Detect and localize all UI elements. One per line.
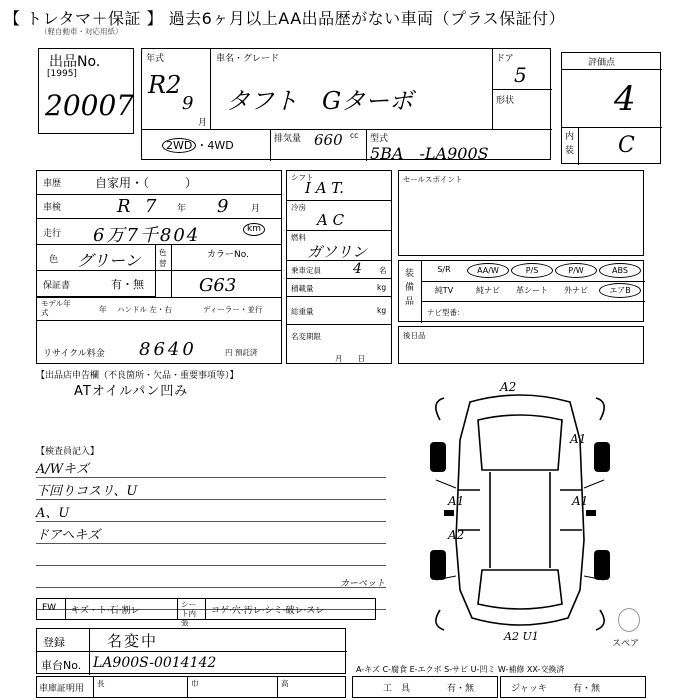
mark-right-door: A1 [572, 494, 589, 508]
later-items-label: 後日品 [403, 331, 426, 340]
equipment-option: 純TV [434, 286, 454, 295]
year-col: 年 [99, 305, 107, 314]
recycle-label: リサイクル料金 [43, 349, 105, 359]
mileage-unit: km [243, 223, 265, 236]
inspection-year-unit: 年 [177, 204, 187, 214]
warranty-value: 有・無 [111, 278, 144, 291]
shift-label: シフト [291, 173, 314, 182]
banner: 【 トレタマ＋保証 】 過去6ヶ月以上AA出品歴がない車両（プラス保証付） [4, 9, 566, 28]
mileage-label: 走行 [43, 229, 62, 239]
month-unit: 月 [198, 118, 208, 128]
spare-label: スペア [612, 639, 640, 649]
interior-value: C [618, 133, 635, 158]
seller-notes-label: 【出品店申告欄（不良箇所・欠品・重要事項等）】 [36, 371, 239, 381]
mark-carpet: カーペット [340, 579, 386, 589]
mark-left-rear: A2 [448, 528, 465, 542]
inspector-line-1: A/Wキズ [36, 462, 89, 477]
door-label: ドア [496, 54, 514, 64]
door-value: 5 [514, 63, 527, 87]
seat-label: シート内張 [181, 600, 196, 627]
history-value: 自家用・（ ） [95, 176, 198, 190]
dealer-type: ディーラー・並行 [203, 305, 263, 314]
inspector-label: 【検査員記入】 [36, 447, 100, 457]
lot-number: 20007 [45, 89, 135, 122]
lot-box [38, 48, 134, 134]
top-note: （軽自動車・対応用紙） [40, 27, 123, 36]
color-no-label: カラーNo. [207, 250, 249, 260]
inspection-month-unit: 月 [251, 204, 261, 214]
model-year-label: モデル年式 [41, 299, 71, 317]
fuel-value: ガソリン [307, 243, 368, 261]
recycle-value: 8640 [139, 339, 197, 360]
gross-unit: kg [377, 306, 387, 315]
fuel-label: 燃料 [291, 233, 306, 242]
equipment-box [398, 260, 644, 322]
equipment-option: AA/W [467, 263, 509, 278]
shift-value: I A T. [305, 179, 344, 197]
drive-type [162, 137, 234, 153]
spare-tire-icon [618, 608, 640, 632]
nav-model-label: ナビ型番： [427, 308, 465, 317]
chassis-label: 車台No. [41, 659, 82, 672]
name-change-label: 名変期限 [291, 332, 321, 341]
history-table [36, 170, 282, 364]
jack-value: 有・無 [573, 684, 601, 694]
gross-label: 総重量 [291, 307, 314, 316]
garage-cert-row [36, 676, 346, 698]
exterior-defects: キズ・ト·石·割レ [71, 606, 140, 616]
damage-code-legend: A-キズ C-腐食 E-エクボ S-サビ U-凹ミ W-補修 XX-交換済 [356, 665, 565, 674]
inspector-lines [36, 456, 386, 610]
cert-width: 巾 [191, 679, 199, 688]
load-unit: kg [377, 283, 387, 292]
later-items-box [398, 326, 644, 364]
inspection-month: 9 [217, 196, 229, 217]
year-value: R2 [148, 71, 182, 99]
name-change-unit: 月 日 [335, 354, 365, 363]
color-no-value: G63 [199, 275, 237, 296]
lot-label: 出品No. [49, 54, 101, 70]
inspection-year: 7 [145, 196, 157, 217]
registration-box [36, 628, 346, 674]
month-value: 9 [182, 93, 194, 114]
defect-legend-bar [36, 598, 376, 627]
inspector-line-3: A、U [36, 506, 70, 521]
capacity-unit: 名 [379, 266, 387, 275]
tools-value: 有・無 [447, 684, 475, 694]
year-label: 年式 [146, 54, 165, 64]
garage-cert-label: 車庫証明用 [39, 684, 85, 694]
rating-label: 評価点 [588, 58, 616, 68]
equipment-option: P/W [555, 263, 597, 278]
ac-value: A C [317, 211, 345, 229]
interior-label: 内装 [565, 132, 575, 156]
inspection-label: 車検 [43, 203, 62, 213]
inspector-line-2: 下回りコスリ、U [36, 484, 138, 499]
registration-label: 登録 [43, 636, 65, 649]
displacement-value: 660 [314, 131, 343, 149]
jack-label: ジャッキ [511, 684, 547, 694]
inspection-era: R [117, 196, 131, 217]
history-label: 車歴 [43, 179, 62, 189]
displacement-unit: cc [350, 131, 359, 140]
equipment-option: 純ナビ [476, 286, 500, 295]
registration-value: 名変中 [107, 632, 159, 650]
mechanical-table [286, 170, 392, 364]
vehicle-box [141, 48, 551, 163]
seller-notes-text: ATオイルパン凹み [74, 384, 189, 399]
fw-label: FW [42, 603, 57, 613]
recycle-unit: 円 預託済 [225, 348, 258, 357]
sales-point-box [398, 170, 644, 256]
chassis-value: LA900S-0014142 [93, 655, 217, 671]
mark-side-right-front: A1 [570, 432, 587, 446]
equipment-label: 装備品 [405, 269, 415, 307]
model-label: 型式 [370, 134, 389, 144]
model-value: 5BA -LA900S [370, 144, 489, 163]
cert-height: 高 [281, 679, 289, 688]
equipment-option: P/S [511, 263, 553, 278]
load-label: 積載量 [291, 284, 314, 293]
equipment-option: 外ナビ [564, 286, 588, 295]
capacity-value: 4 [353, 261, 362, 277]
mark-rear: A2 U1 [504, 630, 539, 643]
handle-side: ハンドル 左・右 [117, 305, 172, 314]
color-value: グリーン [77, 251, 141, 270]
jack-box [500, 676, 646, 698]
rating-score: 4 [614, 79, 636, 119]
mileage-value: 6万7千804 [93, 225, 201, 246]
mark-front: A2 [500, 380, 517, 394]
displacement-label: 排気量 [274, 134, 302, 144]
recolor-label: 色替 [159, 248, 167, 268]
drive-4wd: ・4WD [196, 139, 234, 152]
name-label: 車名・グレード [216, 54, 280, 64]
drive-2wd-circled: 2WD [162, 138, 196, 153]
cert-length: 長 [97, 679, 105, 688]
lot-year-tag: [1995] [47, 69, 77, 79]
rating-box [561, 52, 661, 164]
car-name: タフト Gターボ [226, 87, 414, 115]
capacity-label: 乗車定員 [291, 266, 321, 275]
sales-point-label: セールスポイント [403, 175, 463, 184]
ac-label: 冷房 [291, 203, 306, 212]
interior-defects: コゲ·穴·汚レ·シミ·破レ·スレ [211, 606, 325, 616]
mark-left-door: A1 [448, 494, 465, 508]
equipment-option: S/R [437, 265, 451, 274]
inspector-line-4: ドアへキズ [36, 528, 101, 543]
equipment-option: ABS [599, 263, 641, 278]
color-label: 色 [49, 255, 59, 265]
tools-label: 工 具 [383, 684, 411, 694]
tools-box [352, 676, 498, 698]
equipment-option: 革シート [516, 286, 548, 295]
car-diagram [400, 380, 640, 640]
equipment-option: エアB [599, 283, 641, 298]
warranty-label: 保証書 [43, 281, 71, 291]
shape-label: 形状 [496, 96, 515, 106]
